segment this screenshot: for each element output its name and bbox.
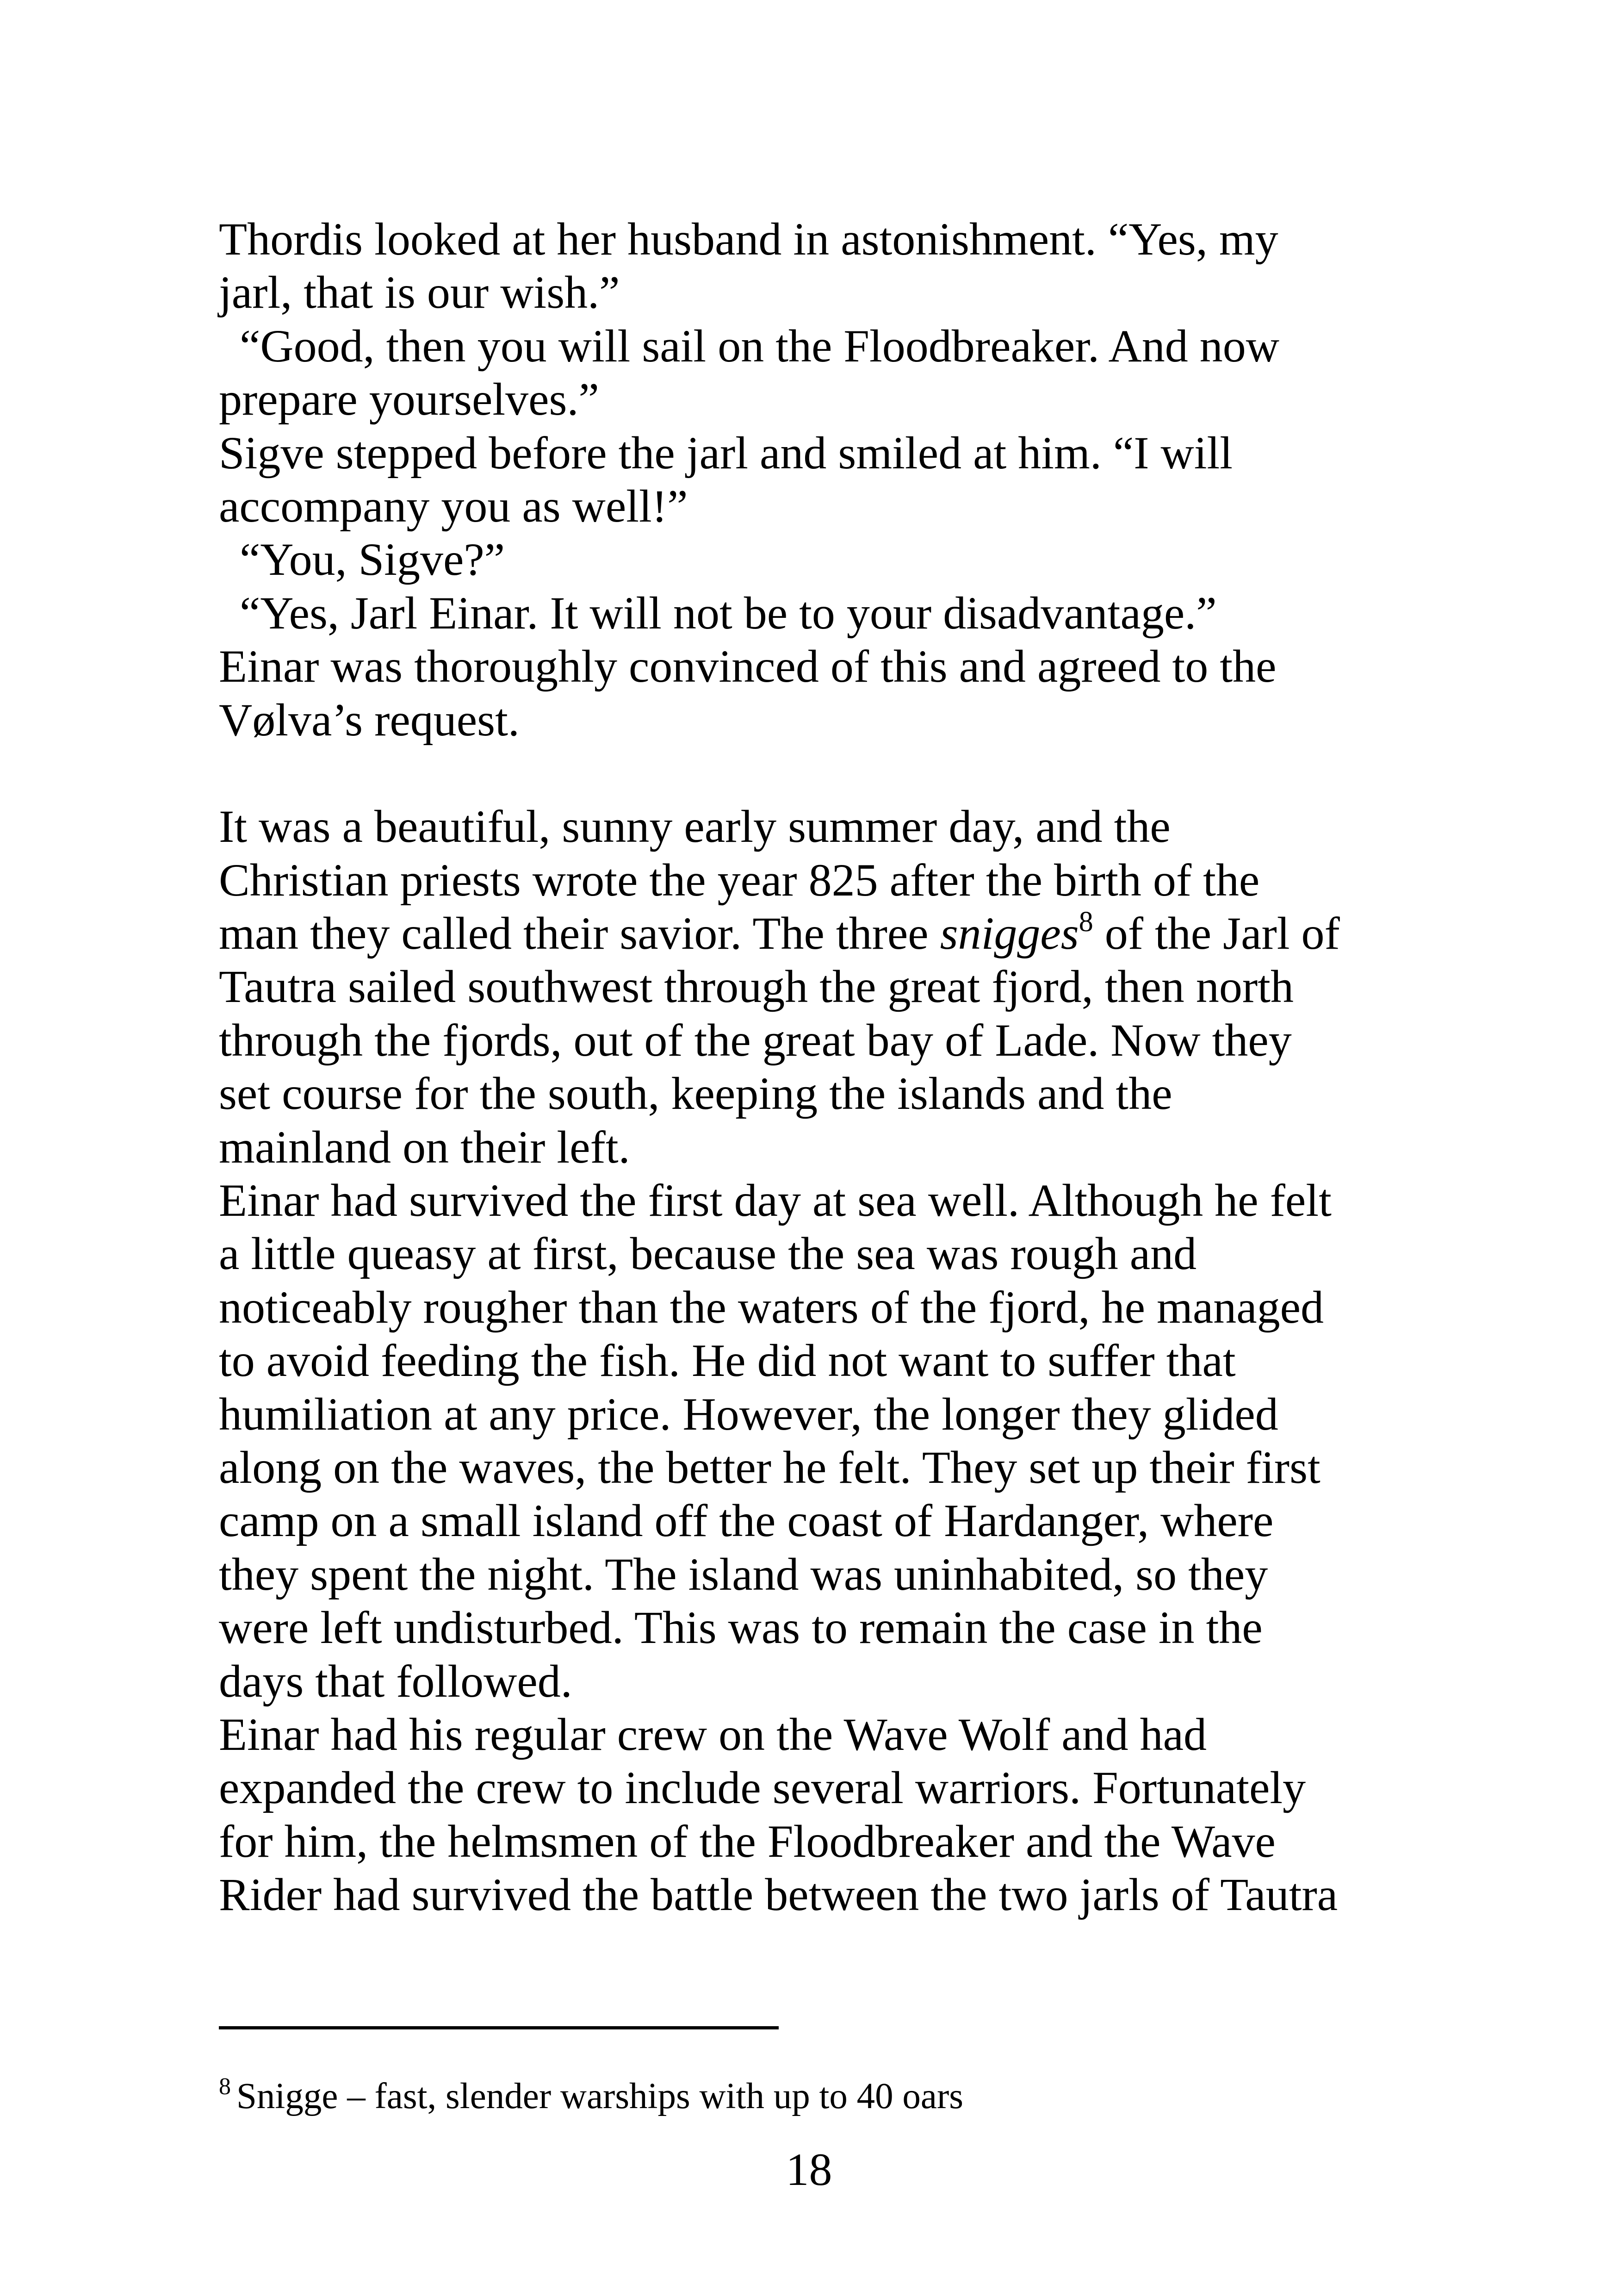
footnote-separator bbox=[219, 2026, 779, 2029]
italic-term: snigges bbox=[940, 908, 1079, 959]
text-line: Sigve stepped before the jarl and smiled at him. “I will bbox=[219, 427, 1233, 479]
paragraph-break bbox=[219, 747, 1422, 800]
text-line: to avoid feeding the fish. He did not want to suffer that bbox=[219, 1335, 1236, 1387]
footnote bbox=[219, 2073, 963, 2120]
text-line: a little queasy at first, because the sea was rough and bbox=[219, 1228, 1197, 1280]
text-segment: of the Jarl of bbox=[1093, 908, 1340, 959]
text-line: days that followed. bbox=[219, 1655, 572, 1707]
text-line: they spent the night. The island was uninhabited, so they bbox=[219, 1548, 1268, 1600]
text-line: for him, the helmsmen of the Floodbreaker and the Wave bbox=[219, 1815, 1276, 1867]
page-number: 18 bbox=[786, 2144, 832, 2195]
text-line: Einar was thoroughly convinced of this and agreed to the bbox=[219, 641, 1277, 692]
text-line: Einar had survived the first day at sea well. Although he felt bbox=[219, 1175, 1332, 1226]
text-line-with-footnote bbox=[219, 907, 1422, 960]
text-line: expanded the crew to include several warriors. Fortunately bbox=[219, 1762, 1306, 1814]
text-line: mainland on their left. bbox=[219, 1121, 630, 1173]
text-line: “You, Sigve?” bbox=[240, 534, 505, 585]
text-line: Einar had his regular crew on the Wave Wolf and had bbox=[219, 1708, 1207, 1760]
text-line: through the fjords, out of the great bay of Lade. Now they bbox=[219, 1014, 1292, 1066]
text-line: Christian priests wrote the year 825 after the birth of the bbox=[219, 854, 1260, 906]
text-line: set course for the south, keeping the islands and the bbox=[219, 1068, 1172, 1120]
text-line: Vølva’s request. bbox=[219, 694, 520, 746]
text-line: “Good, then you will sail on the Floodbreaker. And now bbox=[240, 320, 1279, 372]
body-text bbox=[219, 212, 1422, 1922]
footnote-reference[interactable]: 8 bbox=[1079, 906, 1093, 938]
text-line: jarl, that is our wish.” bbox=[219, 267, 620, 318]
text-line: Tautra sailed southwest through the great fjord, then north bbox=[219, 961, 1294, 1013]
text-line: noticeably rougher than the waters of the fjord, he managed bbox=[219, 1281, 1324, 1333]
footnote-text: Snigge – fast, slender warships with up to 40 oars bbox=[236, 2076, 964, 2116]
text-line: accompany you as well!” bbox=[219, 480, 688, 532]
text-line: “Yes, Jarl Einar. It will not be to your disadvantage.” bbox=[240, 587, 1217, 639]
text-line: Thordis looked at her husband in astonishment. “Yes, my bbox=[219, 213, 1278, 265]
text-line: Rider had survived the battle between the two jarls of Tautra bbox=[219, 1869, 1338, 1921]
text-line: along on the waves, the better he felt. They set up their first bbox=[219, 1441, 1320, 1493]
text-line: humiliation at any price. However, the longer they glided bbox=[219, 1388, 1278, 1440]
footnote-mark: 8 bbox=[219, 2073, 231, 2100]
text-segment: man they called their savior. The three bbox=[219, 908, 940, 959]
text-line: camp on a small island off the coast of Hardanger, where bbox=[219, 1495, 1274, 1547]
text-line: were left undisturbed. This was to remain the case in the bbox=[219, 1602, 1263, 1654]
text-line: prepare yourselves.” bbox=[219, 373, 599, 425]
text-line: It was a beautiful, sunny early summer day, and the bbox=[219, 801, 1171, 852]
